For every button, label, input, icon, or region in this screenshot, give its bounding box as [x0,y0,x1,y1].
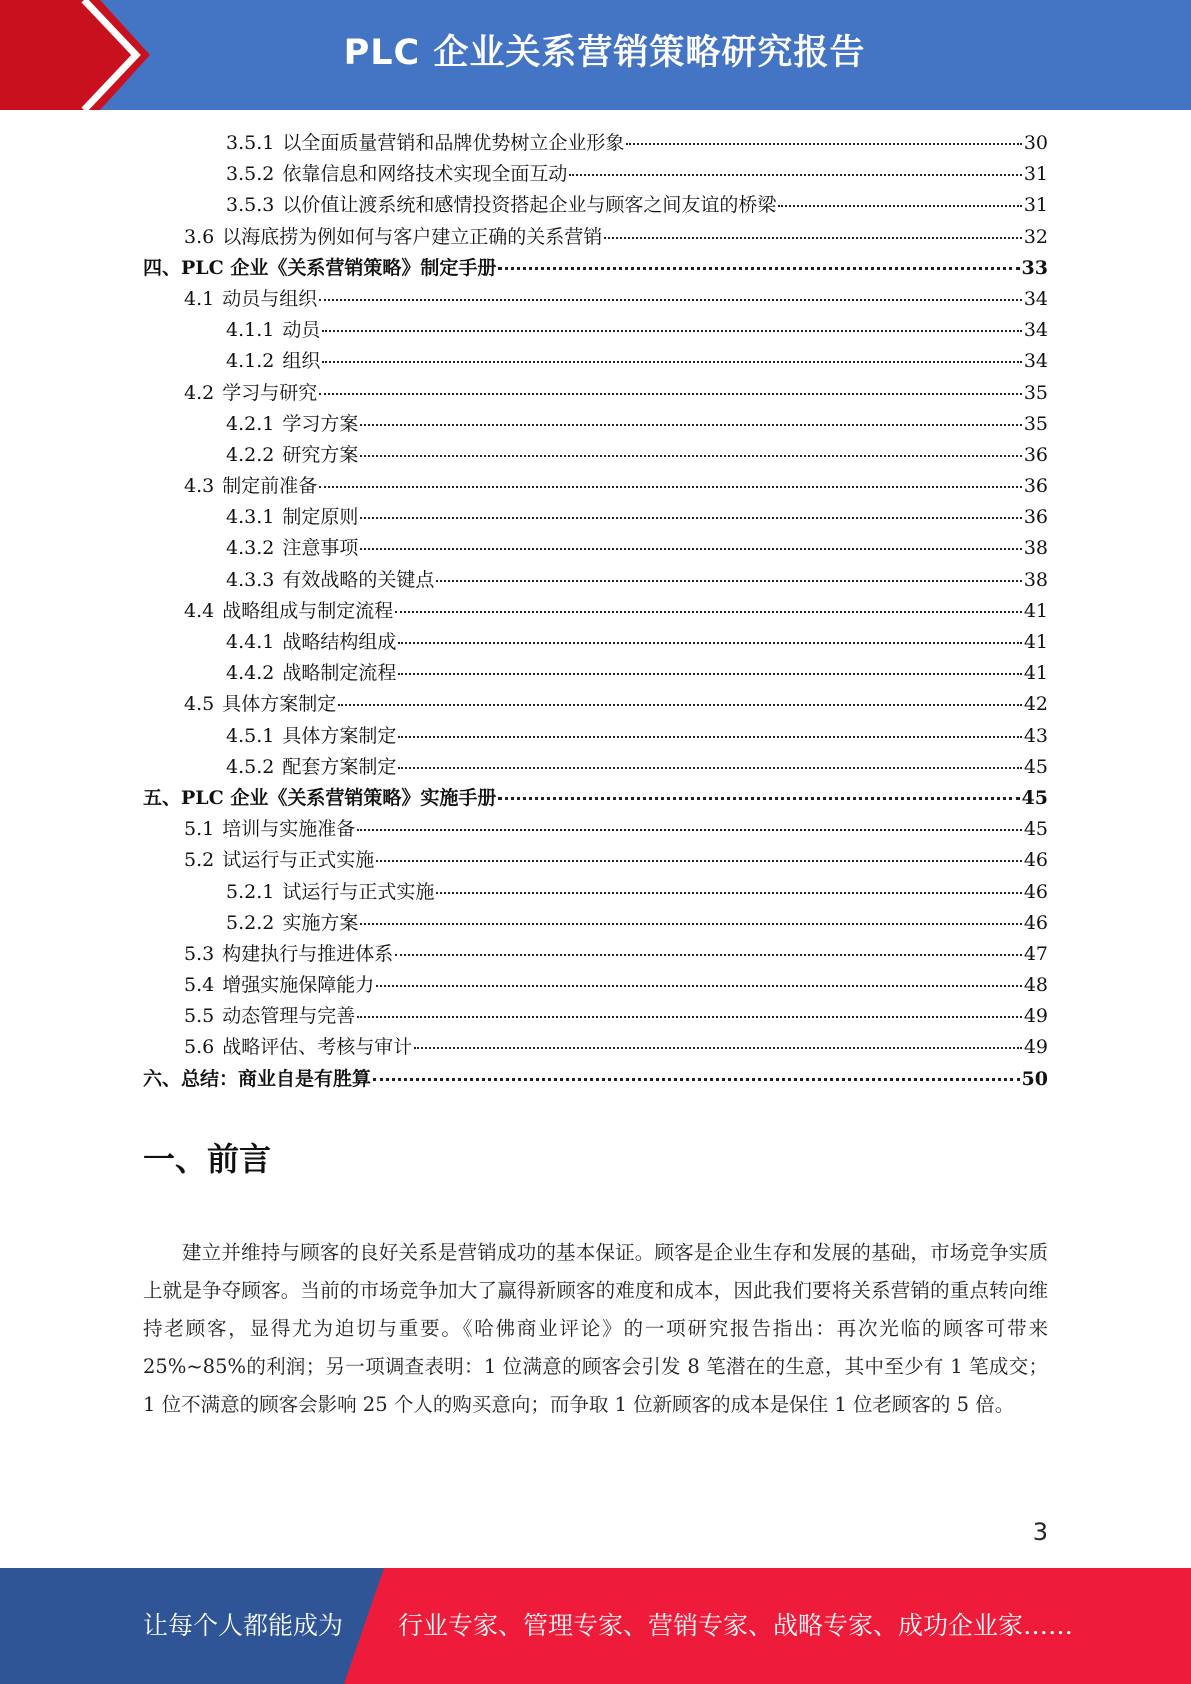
toc-entry-number: 4.3.3 [226,568,275,591]
toc-entry-page: 36 [1023,443,1048,466]
toc-entry-page: 45 [1021,786,1048,809]
toc-entry-page: 46 [1023,911,1048,934]
toc-dot-leader [398,735,1021,738]
toc-dot-leader [778,204,1021,207]
toc-entry[interactable] [143,752,1048,783]
toc-entry[interactable] [143,253,1048,284]
toc-dot-leader [376,859,1022,862]
toc-entry-title: 具体方案制定 [222,693,337,716]
toc-entry-number: 4.1.1 [226,319,275,342]
toc-entry-title: 战略制定流程 [282,662,397,685]
toc-entry[interactable] [143,689,1048,720]
table-of-contents [143,128,1048,1095]
toc-entry[interactable] [143,565,1048,596]
toc-entry-title: 动态管理与完善 [222,1005,356,1028]
toc-entry[interactable] [143,190,1048,221]
toc-entry-number: 4.3 [184,475,215,498]
toc-entry-title: 制定原则 [282,506,359,529]
toc-entry-title: 动员与组织 [222,287,318,310]
body-paragraph: 建立并维持与顾客的良好关系是营销成功的基本保证。顾客是企业生存和发展的基础，市场竞争实质上就是争夺顾客。当前的市场竞争加大了赢得新顾客的难度和成本，因此我们要将关系营销的重点转向维持老顾客，显得尤为迫切与重要。《哈佛商业评论》的一项研究报告指出：再次光临的顾客可带来 25%~85%的利润；另一项调查表明：1 位满意的顾客会引发 8 笔潜在的生意，其中至少有 1 笔成交；1 位不满意的顾客会影响 25 个人的购买意向；而争取 1 位新顾客的成本是保住 1 位老顾客的 5 倍。 [143,1241,1048,1416]
toc-entry-title: 组织 [282,350,321,373]
toc-entry-page: 42 [1023,693,1048,716]
toc-entry-title: 四、PLC 企业《关系营销策略》制定手册 [143,256,497,279]
toc-entry[interactable] [143,346,1048,377]
toc-entry-title: 具体方案制定 [282,724,397,747]
toc-entry[interactable] [143,409,1048,440]
toc-entry[interactable] [143,315,1048,346]
toc-entry-title: 配套方案制定 [282,755,397,778]
toc-entry-page: 47 [1023,942,1048,965]
toc-entry-page: 45 [1023,755,1048,778]
toc-entry[interactable] [143,1032,1048,1063]
toc-entry[interactable] [143,783,1048,814]
toc-dot-leader [322,360,1021,363]
toc-entry[interactable] [143,533,1048,564]
toc-dot-leader [338,703,1022,706]
footer-slogan-left: 让每个人都能成为 [143,1611,344,1640]
toc-entry-number: 4.5 [184,693,215,716]
toc-entry-title: 构建执行与推进体系 [222,942,394,965]
toc-entry[interactable] [143,222,1048,253]
toc-dot-leader [398,672,1021,675]
toc-entry-page: 36 [1023,475,1048,498]
toc-entry[interactable] [143,970,1048,1001]
toc-entry-number: 3.5.3 [226,194,275,217]
toc-entry-number: 4.1.2 [226,350,275,373]
toc-entry-title: 培训与实施准备 [222,818,356,841]
toc-entry-number: 3.6 [184,225,215,248]
toc-entry[interactable] [143,939,1048,970]
toc-entry-number: 3.5.1 [226,132,275,154]
toc-dot-leader [395,953,1022,956]
toc-dot-leader [360,454,1021,457]
toc-entry-number: 4.2.2 [226,443,275,466]
toc-entry[interactable] [143,1064,1048,1095]
toc-entry-page: 48 [1023,974,1048,997]
toc-entry-title: 制定前准备 [222,475,318,498]
header-banner [0,0,1191,110]
toc-entry-page: 50 [1021,1067,1048,1090]
toc-dot-leader [414,1046,1022,1049]
toc-entry[interactable] [143,877,1048,908]
toc-dot-leader [569,173,1021,176]
toc-entry-page: 38 [1023,568,1048,591]
toc-entry-title: 研究方案 [282,443,359,466]
toc-entry-title: 五、PLC 企业《关系营销策略》实施手册 [143,786,497,809]
toc-entry-number: 5.4 [184,974,215,997]
toc-entry-number: 4.3.2 [226,537,275,560]
toc-entry-title: 实施方案 [282,911,359,934]
toc-dot-leader [498,796,1019,800]
toc-dot-leader [360,922,1021,925]
toc-entry-number: 5.2.1 [226,880,275,903]
toc-entry-page: 46 [1023,880,1048,903]
toc-entry-page: 41 [1023,662,1048,685]
toc-entry-number: 5.1 [184,818,215,841]
toc-entry-page: 31 [1023,194,1048,217]
toc-dot-leader [360,516,1021,519]
toc-dot-leader [319,298,1022,301]
toc-entry[interactable] [143,627,1048,658]
toc-entry-title: 以价值让渡系统和感情投资搭起企业与顾客之间友谊的桥梁 [282,194,777,217]
document-title: PLC 企业关系营销策略研究报告 [343,33,866,73]
toc-entry[interactable] [143,128,1048,159]
toc-entry[interactable] [143,502,1048,533]
toc-entry[interactable] [143,908,1048,939]
toc-entry[interactable] [143,284,1048,315]
toc-entry-page: 33 [1021,256,1048,279]
toc-entry-number: 5.3 [184,942,215,965]
toc-entry-title: 学习与研究 [222,381,318,404]
toc-entry-page: 34 [1023,287,1048,310]
toc-entry-page: 35 [1023,412,1048,435]
toc-entry[interactable] [143,721,1048,752]
toc-entry-page: 38 [1023,537,1048,560]
toc-entry[interactable] [143,658,1048,689]
toc-entry-number: 3.5.2 [226,163,275,186]
toc-entry-number: 4.1 [184,287,215,310]
toc-entry-page: 30 [1023,132,1048,154]
toc-dot-leader [626,142,1021,145]
page-number: 3 [1032,1518,1048,1546]
toc-entry-number: 5.5 [184,1005,215,1028]
toc-dot-leader [319,392,1022,395]
toc-entry-number: 4.3.1 [226,506,275,529]
toc-entry-title: 依靠信息和网络技术实现全面互动 [282,163,568,186]
toc-entry-page: 36 [1023,506,1048,529]
toc-dot-leader [436,579,1021,582]
toc-entry-number: 4.5.1 [226,724,275,747]
toc-entry-title: 学习方案 [282,412,359,435]
toc-entry[interactable] [143,378,1048,409]
toc-entry[interactable] [143,440,1048,471]
toc-entry-page: 46 [1023,849,1048,872]
toc-entry-page: 34 [1023,350,1048,373]
toc-dot-leader [373,1077,1020,1081]
toc-dot-leader [360,423,1021,426]
toc-entry-page: 41 [1023,631,1048,653]
toc-entry[interactable] [143,814,1048,845]
toc-entry-number: 4.4.2 [226,662,275,685]
toc-entry-page: 45 [1023,818,1048,841]
toc-entry-title: 试运行与正式实施 [222,849,375,872]
toc-entry-number: 5.6 [184,1036,215,1059]
toc-entry-title: 战略结构组成 [282,631,397,653]
toc-entry-page: 49 [1023,1036,1048,1059]
toc-entry-title: 动员 [282,319,321,342]
toc-entry-number: 4.4 [184,599,215,622]
toc-entry-title: 战略组成与制定流程 [222,599,394,622]
toc-entry-page: 31 [1023,163,1048,186]
toc-dot-leader [376,984,1022,987]
toc-entry-page: 41 [1023,599,1048,622]
toc-entry-title: 增强实施保障能力 [222,974,375,997]
toc-entry-page: 35 [1023,381,1048,404]
toc-entry[interactable] [143,596,1048,627]
toc-entry-title: 有效战略的关键点 [282,568,435,591]
toc-entry-number: 4.2.1 [226,412,275,435]
toc-entry-page: 49 [1023,1005,1048,1028]
toc-entry[interactable] [143,845,1048,876]
toc-entry-number: 5.2 [184,849,215,872]
toc-entry-number: 4.4.1 [226,631,275,653]
toc-dot-leader [604,236,1022,239]
footer-banner [0,1568,1191,1684]
toc-entry-title: 战略评估、考核与审计 [222,1036,413,1059]
toc-dot-leader [398,766,1021,769]
toc-entry-title: 以全面质量营销和品牌优势树立企业形象 [282,132,625,154]
toc-dot-leader [357,1015,1022,1018]
toc-entry-page: 43 [1023,724,1048,747]
toc-dot-leader [498,266,1019,270]
toc-entry-number: 4.2 [184,381,215,404]
toc-entry[interactable] [143,471,1048,502]
toc-dot-leader [398,641,1021,644]
footer-slogan-right: 行业专家、管理专家、营销专家、战略专家、成功企业家…… [398,1611,1074,1640]
toc-entry-page: 34 [1023,319,1048,342]
toc-entry-title: 注意事项 [282,537,359,560]
toc-entry-title: 试运行与正式实施 [282,880,435,903]
toc-entry-page: 32 [1023,225,1048,248]
toc-entry-number: 4.5.2 [226,755,275,778]
toc-entry-number: 5.2.2 [226,911,275,934]
toc-dot-leader [319,485,1022,488]
toc-entry[interactable] [143,159,1048,190]
toc-dot-leader [360,547,1021,550]
section-heading: 一、前言 [143,1140,272,1178]
toc-dot-leader [322,329,1021,332]
toc-dot-leader [357,828,1022,831]
toc-entry-title: 以海底捞为例如何与客户建立正确的关系营销 [222,225,603,248]
toc-entry-title: 六、总结：商业自是有胜算 [143,1067,372,1090]
toc-entry[interactable] [143,1001,1048,1032]
toc-dot-leader [436,891,1021,894]
toc-dot-leader [395,610,1022,613]
